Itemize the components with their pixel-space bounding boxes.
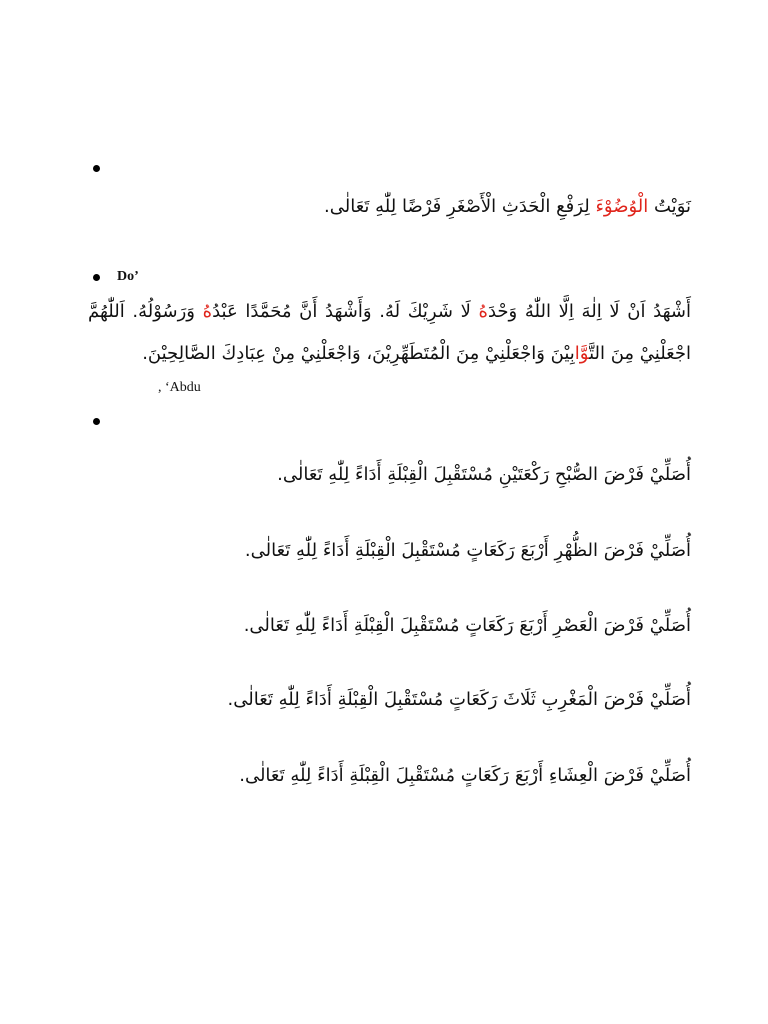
- niat-before: نَوَيْتُ: [648, 196, 691, 217]
- doa-part3: وَرَسُوْلُهُ. اَللّٰهُمَّ اجْعَلْنِيْ مِنَ التَّ: [88, 301, 691, 364]
- prayer-maghrib: أُصَلِّيْ فَرْضَ الْمَغْرِبِ ثَلَاثَ رَكَعَاتٍ مُسْتَقْبِلَ الْقِبْلَةِ أَدَاءً لِلّٰهِ تَعَالٰى.: [227, 689, 691, 710]
- doa-label: Do’: [117, 269, 139, 284]
- niat-wudhu-text: [324, 186, 691, 228]
- doa-highlight-1: هُ: [478, 301, 488, 322]
- doa-note: , ‘Abdu: [158, 380, 201, 395]
- prayer-asar: أُصَلِّيْ فَرْضَ الْعَصْرِ أَرْبَعَ رَكَعَاتٍ مُسْتَقْبِلَ الْقِبْلَةِ أَدَاءً لِلّٰهِ تَعَالٰى.: [243, 615, 691, 636]
- doa-part4: بِيْنَ وَاجْعَلْنِيْ مِنَ الْمُتَطَهِّرِيْنَ، وَاجْعَلْنِيْ مِنْ عِبَادِكَ الصَّالِحِيْنَ.: [142, 343, 575, 364]
- prayer-isya: أُصَلِّيْ فَرْضَ الْعِشَاءِ أَرْبَعَ رَكَعَاتٍ مُسْتَقْبِلَ الْقِبْلَةِ أَدَاءً لِلّٰهِ تَعَالٰى.: [239, 765, 691, 786]
- niat-highlight: الْوُضُوْءَ: [595, 196, 649, 217]
- doa-part2: لَا شَرِيْكَ لَهُ. وَأَشْهَدُ أَنَّ مُحَمَّدًا عَبْدُ: [212, 301, 479, 322]
- doa-part1: أَشْهَدُ اَنْ لَا اِلٰهَ اِلَّا اللّٰهُ وَحْدَ: [487, 301, 691, 322]
- bullet-point: [93, 418, 100, 425]
- doa-highlight-3: وَّا: [574, 343, 590, 364]
- prayer-zuhur: أُصَلِّيْ فَرْضَ الظُّهْرِ أَرْبَعَ رَكَعَاتٍ مُسْتَقْبِلَ الْقِبْلَةِ أَدَاءً لِلّٰهِ تَعَالٰى.: [244, 540, 691, 561]
- prayer-subuh: أُصَلِّيْ فَرْضَ الصُّبْحِ رَكْعَتَيْنِ مُسْتَقْبِلَ الْقِبْلَةِ أَدَاءً لِلّٰهِ تَعَالٰى.: [277, 464, 691, 485]
- niat-after: لِرَفْعِ الْحَدَثِ الْأَصْغَرِ فَرْضًا لِلّٰهِ تَعَالٰى.: [324, 196, 596, 217]
- bullet-point: [93, 165, 100, 172]
- doa-text: [88, 291, 691, 375]
- doa-highlight-2: هُ: [202, 301, 213, 322]
- bullet-point: [93, 274, 100, 281]
